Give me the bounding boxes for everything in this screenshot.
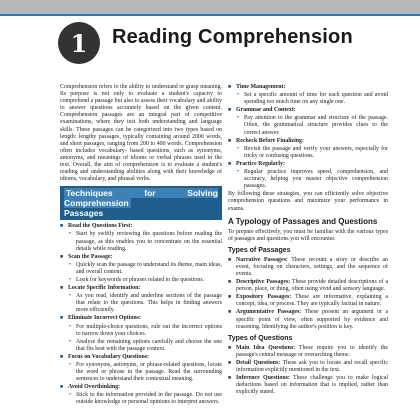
techniques-heading-line-2: Passages: [64, 208, 104, 219]
bullet-icon: •: [69, 323, 72, 330]
technique-label: Grammar and Context:: [236, 107, 296, 114]
passage-types-list: [228, 257, 388, 331]
passage-type-label: Argumentative Passages:: [236, 309, 302, 316]
technique-item: [228, 161, 388, 168]
square-bullet-icon: ■: [228, 375, 232, 382]
technique-point: [60, 231, 222, 252]
question-type-text: These require you to identify the passage's central message or overarching theme.: [236, 344, 388, 358]
chapter-title: Reading Comprehension: [112, 26, 353, 48]
technique-label: Read the Questions First:: [68, 223, 133, 230]
square-bullet-icon: ■: [60, 384, 64, 391]
bullet-icon: •: [69, 362, 72, 368]
technique-point-text: Analyse the remaining options carefully and choose the one that fits best with the passage context.: [76, 338, 222, 352]
square-bullet-icon: ■: [228, 279, 232, 286]
technique-point: [228, 115, 388, 136]
passage-type-label: Descriptive Passages:: [236, 279, 291, 286]
technique-point-text: Quickly scan the passage to understand its theme, main ideas, and overall content.: [76, 261, 222, 275]
technique-item: [228, 107, 388, 114]
square-bullet-icon: ■: [228, 107, 232, 114]
square-bullet-icon: ■: [60, 285, 64, 292]
technique-label: Time Management:: [236, 84, 286, 90]
question-type-label: Detail Questions:: [236, 359, 281, 366]
bullet-icon: •: [237, 145, 240, 152]
chapter-number-badge: 1: [58, 22, 100, 64]
header-bar: [0, 0, 420, 14]
intro-paragraph: Comprehension refers to the ability to understand or grasp meaning. Its purpose is not only to evaluate a student's capacity to comprehend a passage but also to assess their vocabulary and ability to answer questions accurately based on the given content. Comprehension passages are an integral part of competitive examinations, where they test both understanding and language skills. These passages can be categorized into two types based on length: lengthy passages, typically containing around 2000 words, and short passages, ranging from 200 to 400 words. Comprehension often includes vocabulary- based questions, such as synonyms, antonyms, and meanings of idioms or verbal phrases used in the text. Overall, the aim of comprehension is to evaluate a student's reading and understanding abilities along with their knowledge of idioms, vocabulary, and phrasal verbs.: [60, 84, 222, 183]
technique-point-text: As you read, identify and underline sections of the passage that relate to the questions. This helps in finding answers more efficiently.: [76, 293, 222, 314]
bullet-icon: •: [237, 92, 240, 99]
technique-point-text: Regular practice improves speed, comprehension, and accuracy, helping you master objective comprehension passages.: [244, 169, 388, 190]
bullet-icon: •: [69, 338, 72, 345]
question-types-heading: Types of Questions: [228, 334, 293, 342]
passage-type: [228, 309, 388, 330]
bullet-icon: •: [237, 115, 240, 122]
technique-item: [228, 84, 388, 91]
technique-point: [60, 262, 222, 276]
technique-item: [60, 254, 222, 261]
square-bullet-icon: ■: [228, 84, 232, 90]
technique-item: [60, 315, 222, 322]
technique-item: [228, 138, 388, 145]
technique-label: Practice Regularly:: [236, 160, 285, 167]
technique-point: [60, 277, 222, 284]
technique-label: Avoid Overthinking:: [68, 384, 121, 391]
question-types-list: [228, 345, 388, 397]
bullet-icon: •: [69, 293, 72, 300]
technique-label: Locate Specific Information:: [68, 285, 141, 292]
techniques-heading-line-1: Techniques for Solving Comprehension: [64, 188, 218, 209]
passage-type-text: These recount a story or describe an event, focusing on characters, settings, and the sequence of events.: [236, 256, 388, 277]
square-bullet-icon: ■: [228, 294, 232, 301]
technique-item: [60, 285, 222, 292]
passage-type-label: Expository Passages:: [236, 294, 292, 301]
passage-types-heading: Types of Passages: [228, 246, 291, 254]
question-type-label: Main Idea Questions:: [236, 344, 296, 351]
square-bullet-icon: ■: [60, 223, 64, 230]
bullet-icon: •: [69, 261, 72, 268]
technique-label: Recheck Before Finalizing:: [236, 137, 304, 144]
question-type: [228, 375, 388, 396]
square-bullet-icon: ■: [228, 359, 232, 366]
technique-point: [228, 169, 388, 190]
question-type-text: These challenge you to make logical deductions based on information that is implied, rather than explicitly stated.: [236, 375, 389, 396]
square-bullet-icon: ■: [228, 256, 232, 263]
bullet-icon: •: [237, 169, 240, 176]
left-column: [60, 84, 222, 408]
passage-type: [228, 279, 388, 293]
square-bullet-icon: ■: [228, 160, 232, 167]
square-bullet-icon: ■: [60, 353, 64, 360]
technique-point-text: Set a specific amount of time for each question and avoid spending too much time on any single one.: [244, 92, 388, 106]
techniques-list: [60, 223, 222, 406]
technique-point: [228, 92, 388, 106]
question-type: [228, 360, 388, 374]
technique-item: [60, 354, 222, 361]
technique-point-text: Revisit the passage and verify your answers, especially for tricky or confusing questions.: [244, 145, 388, 159]
techniques-list-continued: [228, 84, 388, 190]
question-type-label: Inference Questions:: [236, 375, 290, 382]
strategy-paragraph: By following these strategies, you can efficiently solve objective comprehension questions and maximize your performance in exams.: [228, 191, 388, 212]
bullet-icon: •: [69, 276, 72, 283]
bullet-icon: •: [69, 392, 72, 399]
square-bullet-icon: ■: [60, 253, 64, 260]
technique-point: [60, 362, 222, 383]
typology-heading: A Typology of Passages and Questions: [228, 216, 378, 226]
technique-label: Eliminate Incorrect Options:: [68, 315, 141, 322]
technique-point: [60, 392, 222, 406]
technique-point: [60, 293, 222, 314]
right-column: [228, 84, 388, 397]
passage-type: [228, 294, 388, 308]
technique-point-text: For synonyms, antonyms, or phrase-related questions, locate the word or phrase in the passage. Read the surrounding sentences to understand their contextual meaning.: [76, 362, 222, 383]
technique-point-text: For multiple-choice questions, rule out the incorrect options to narrow down your choices.: [76, 323, 222, 337]
square-bullet-icon: ■: [60, 315, 64, 322]
technique-point: [228, 146, 388, 160]
square-bullet-icon: ■: [228, 344, 232, 351]
passage-type-text: These provide detailed descriptions of a person, place, or thing, often using vivid and sensory language.: [236, 279, 388, 293]
technique-point-text: Stick to the information provided in the passage. Do not use outside knowledge or personal opinions to interpret answers.: [76, 392, 222, 406]
passage-type: [228, 257, 388, 278]
technique-point: [60, 339, 222, 353]
passage-type-text: These present an argument or a specific point of view, often supported by evidence and reasoning. Identifying the author's position is key.: [236, 309, 388, 330]
typology-intro: To prepare effectively, you must be familiar with the various types of passages and questions you will encounter.: [228, 228, 388, 242]
technique-item: [60, 384, 222, 391]
question-type-text: These ask you to locate and recall specific information explicitly mentioned in the text.: [236, 359, 388, 373]
technique-label: Focus on Vocabulary Questions:: [68, 353, 150, 360]
passage-type-text: These are informative, explaining a concept, idea, or process. They are typically factual in nature.: [236, 294, 388, 308]
passage-type-label: Narrative Passages:: [236, 256, 288, 263]
technique-point-text: Look for keywords or phrases related to the questions.: [76, 276, 205, 283]
technique-point: [60, 324, 222, 338]
technique-item: [60, 223, 222, 230]
technique-label: Scan the Passage:: [68, 253, 113, 260]
square-bullet-icon: ■: [228, 137, 232, 144]
square-bullet-icon: ■: [228, 309, 232, 316]
bullet-icon: •: [69, 231, 72, 238]
technique-point-text: Start by swiftly reviewing the questions before reading the passage, as this enables you to concentrate on the essential details while reading.: [76, 231, 222, 252]
technique-point-text: Pay attention to the grammar and structure of the passage. Often, the grammatical structure provides clues to the correct answer.: [244, 115, 388, 136]
header-rule: [0, 14, 420, 16]
techniques-heading: [60, 186, 222, 220]
question-type: [228, 345, 388, 359]
